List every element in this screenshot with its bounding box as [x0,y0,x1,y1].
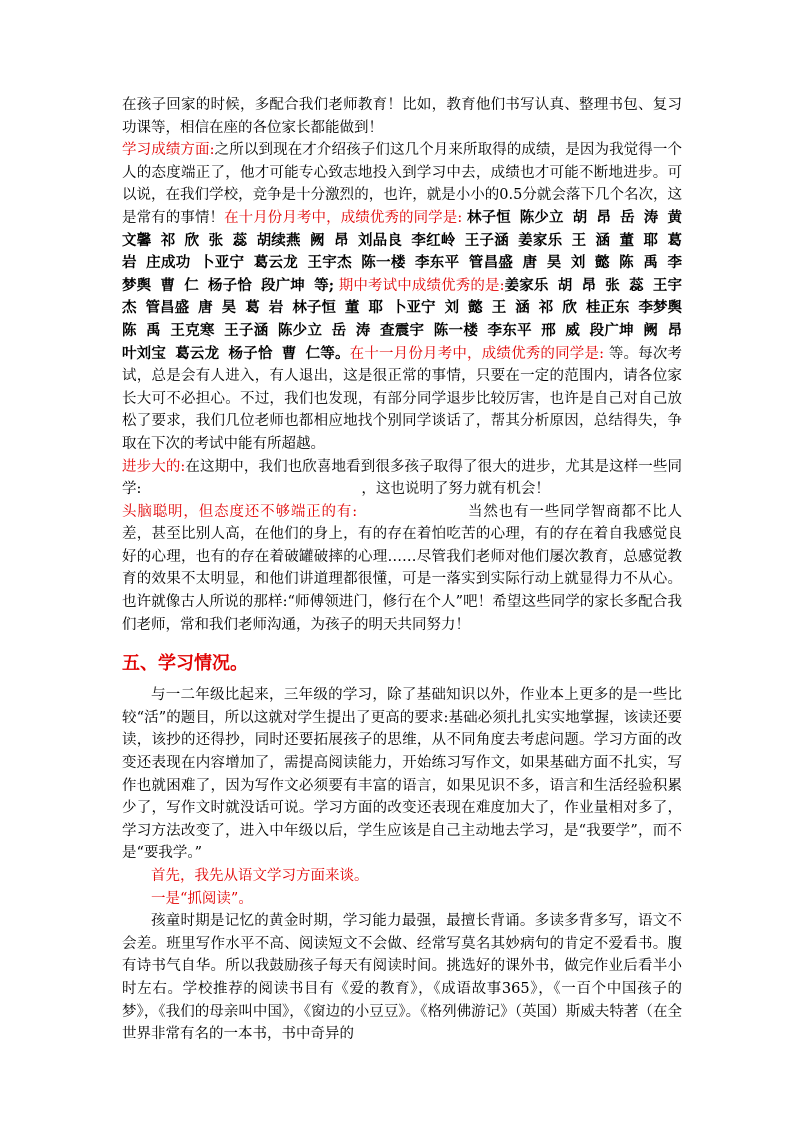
progress-tail: ，这也说明了努力就有机会！ [361,481,550,498]
smart-text: 当然也有一些同学智商都不比人差，甚至比别人高，在他们的身上，有的存在着怕吃苦的心理，有的存在着自我感觉良好的心理，也有的存在着破罐破摔的心理……尽管我们老师对他们屡次教育，总感觉教育的效果不太明显，和他们讲道理都很懂，可是一落实到实际行动上就显得力不从心。也许就像古人所说的那样:“师傅领进门，修行在个人”吧！希望这些同学的家长多配合我们老师，常和我们老师沟通，为孩子的明天共同努力！ [122,503,683,633]
progress-paragraph [122,456,682,501]
midterm-names: 姜家乐 胡 昂 张 蕊 王宇杰 管昌盛 唐 昊 葛 岩 林子恒 董 耶 卜亚宁 刘 懿 王 涵 祁 欣 桂正东 李梦舆 陈 禹 王克寒 王子涵 陈少立 岳 涛 查震宇 陈一楼 李东平 邢 威 段广坤 阙 昂 叶刘宝 葛云龙 杨子恰 曹 仁等。 [122,276,683,362]
intro-paragraph: 在孩子回家的时候，多配合我们老师教育！比如，教育他们书写认真、整理书包、复习功课等，相信在座的各位家长都能做到！ [122,97,682,136]
october-names: 林子恒 陈少立 胡 昂 岳 涛 黄文馨 祁 欣 张 蕊 胡续燕 阙 昂 刘品良 李红岭 王子涵 姜家乐 王 涵 董 耶 葛 岩 庄成功 卜亚宁 葛云龙 王宇杰 陈一楼 李东平 管昌盛 唐 昊 刘 懿 陈 禹 李梦舆 曹 仁 杨子恰 段广坤 等; [122,208,683,294]
chinese-subheading: 首先，我先从语文学习方面来谈。 [151,868,369,884]
reading-subheading: 一是“抓阅读”。 [151,890,253,907]
smart-label: 头脑聪明，但态度还不够端正的有: [122,503,358,520]
november-text: 等。每次考试，总是会有人进入，有人退出，这是很正常的事情，只要在一定的范围内，请各位家长大可不必担心。不过，我们也发现，有部分同学退步比较厉害，也许是自己对自己放松了要求，我们几位老师也都相应地找个别同学谈话了，帮其分析原因，总结得失，争取在下次的考试中能有所超越。 [122,345,683,452]
document-page [122,94,682,1046]
performance-label: 学习成绩方面: [122,142,215,159]
section-five-paragraph-2: 孩童时期是记忆的黄金时期，学习能力最强，最擅长背诵。多读多背多写，语文不会差。班里写作水平不高、阅读短文不会做、经常写莫名其妙病句的肯定不爱看书。腹有诗书气自华。所以我鼓励孩子每天有阅读时间。挑选好的课外书，做完作业后看半小时左右。学校推荐的阅读书目有《爱的教育》，《成语故事365》，《一百个中国孩子的梦》，《我们的母亲叫中国》，《窗边的小豆豆》。《格列佛游记》（英国）斯威夫特著（在全世界非常有名的一本书，书中奇异的 [122,913,682,1043]
smart-paragraph [122,501,682,637]
november-label: 在十一月份月考中，成绩优秀的同学是: [349,345,605,362]
october-label: 在十月份月考中，成绩优秀的同学是: [224,209,463,226]
progress-text: 在这期中，我们也欣喜地看到很多孩子取得了很大的进步，尤其是这样一些同学: [122,458,683,498]
section-five-paragraph-1: 与一二年级比起来，三年级的学习，除了基础知识以外，作业本上更多的是一些比较“活”的题目，所以这就对学生提出了更高的要求:基础必须扎扎实实地掌握，该读还要读，该抄的还得抄，同时还要拓展孩子的思维，从不同角度去考虑问题。学习方面的改变还表现在内容增加了，需提高阅读能力，开始练习写作文，如果基础方面不扎实，写作也就困难了，因为写作文必须要有丰富的语言，如果见识不多，语言和生活经验积累少了，写作文时就没话可说。学习方面的改变还表现在难度加大了，作业量相对多了，学习方法改变了，进入中年级以后，学生应该是自己主动地去学习，是“我要学”，而不是“要我学。” [122,687,682,862]
midterm-label: 期中考试中成绩优秀的是: [338,277,505,294]
progress-label: 进步大的: [122,458,186,475]
performance-paragraph [122,139,682,455]
performance-text: 之所以到现在才介绍孩子们这几个月来所取得的成绩，是因为我觉得一个人的态度端正了，他才可能专心致志地投入到学习中去，成绩也才可能不断地进步。可以说，在我们学校，竞争是十分激烈的，也许，就是小小的0.5分就会落下几个名次，这是常有的事情！ [122,142,683,226]
section-five-heading: 五、学习情况。 [122,653,248,675]
